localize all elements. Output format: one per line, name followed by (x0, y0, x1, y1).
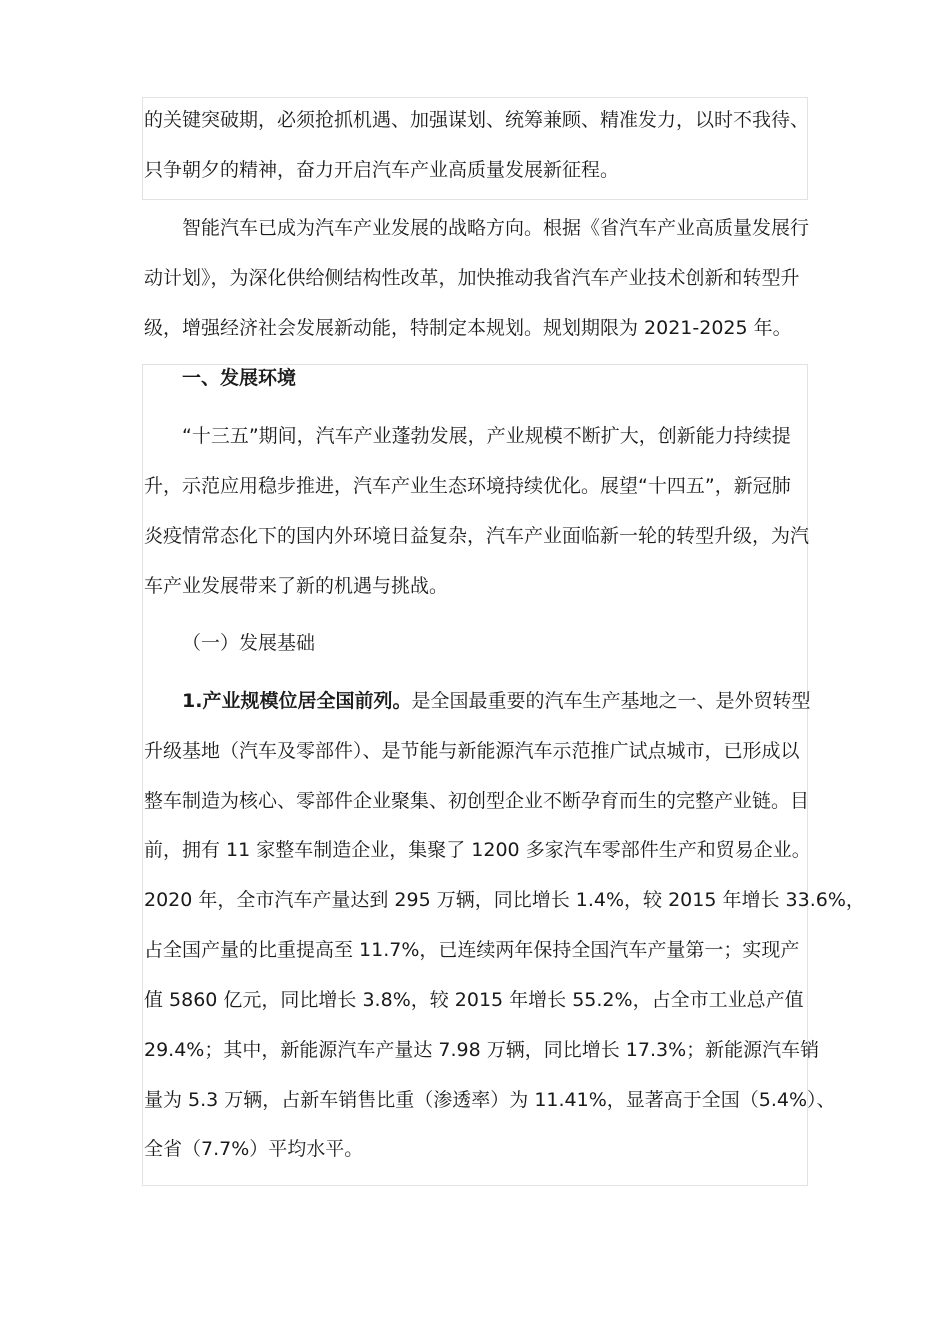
paragraph-line: 2020 年，全市汽车产量达到 295 万辆，同比增长 1.4%，较 2015 年增长 33.6%， (144, 889, 865, 911)
paragraph-line: 占全国产量的比重提高至 11.7%，已连续两年保持全国汽车产量第一；实现产 (144, 939, 800, 961)
point-text: 是全国最重要的汽车生产基地之一、是外贸转型 (411, 690, 811, 712)
subsection-heading: （一）发展基础 (182, 632, 316, 654)
paragraph-line: “十三五”期间，汽车产业蓬勃发展，产业规模不断扩大，创新能力持续提 (182, 425, 791, 447)
paragraph-line: 升，示范应用稳步推进，汽车产业生态环境持续优化。展望“十四五”，新冠肺 (144, 475, 791, 497)
paragraph-line: 炎疫情常态化下的国内外环境日益复杂，汽车产业面临新一轮的转型升级，为汽 (144, 525, 810, 547)
paragraph-line: 29.4%；其中，新能源汽车产量达 7.98 万辆，同比增长 17.3%；新能源汽车销 (144, 1039, 820, 1061)
paragraph-line: 值 5860 亿元，同比增长 3.8%，较 2015 年增长 55.2%，占全市工业总产值 (144, 989, 804, 1011)
paragraph-line: 车产业发展带来了新的机遇与挑战。 (144, 575, 449, 597)
paragraph-line: 量为 5.3 万辆，占新车销售比重（渗透率）为 11.41%，显著高于全国（5.4%）、 (144, 1089, 836, 1111)
paragraph-line: 升级基地（汽车及零部件）、是节能与新能源汽车示范推广试点城市，已形成以 (144, 740, 800, 762)
paragraph-line: 级，增强经济社会发展新动能，特制定本规划。规划期限为 2021-2025 年。 (144, 317, 792, 339)
paragraph-line: 前，拥有 11 家整车制造企业，集聚了 1200 多家汽车零部件生产和贸易企业。 (144, 839, 811, 861)
paragraph-line: 整车制造为核心、零部件企业聚集、初创型企业不断孕育而生的完整产业链。目 (144, 790, 810, 812)
point-lead: 1.产业规模位居全国前列。 (182, 690, 412, 712)
paragraph-line: 智能汽车已成为汽车产业发展的战略方向。根据《省汽车产业高质量发展行 (182, 217, 810, 239)
section-heading: 一、发展环境 (182, 367, 297, 389)
paragraph-line: 动计划》，为深化供给侧结构性改革，加快推动我省汽车产业技术创新和转型升 (144, 267, 800, 289)
paragraph-line: 的关键突破期，必须抢抓机遇、加强谋划、统筹兼顾、精准发力，以时不我待、 (144, 109, 810, 131)
paragraph-line: 只争朝夕的精神，奋力开启汽车产业高质量发展新征程。 (144, 159, 620, 181)
paragraph-line (182, 689, 810, 713)
paragraph-line: 全省（7.7%）平均水平。 (144, 1138, 364, 1160)
